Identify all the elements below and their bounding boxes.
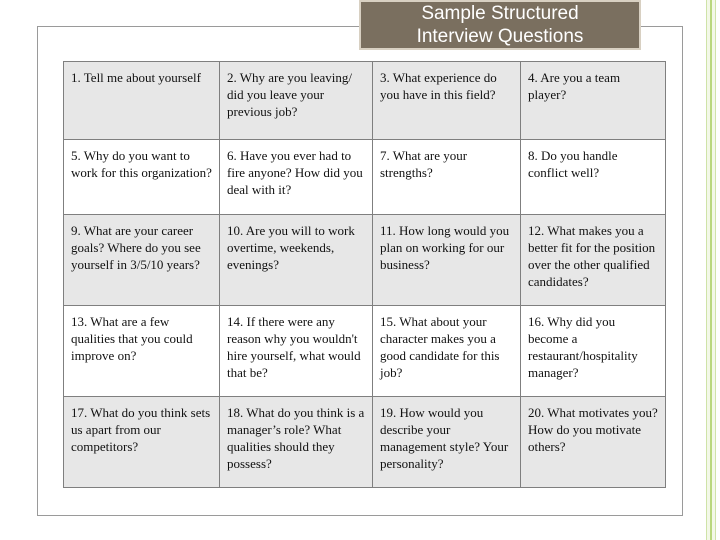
question-cell: 5. Why do you want to work for this organization? [64,140,220,215]
title-line-2: Interview Questions [416,26,584,47]
table-row [64,306,666,397]
question-cell: 18. What do you think is a manager’s role? What qualities should they possess? [220,397,373,488]
question-cell: 17. What do you think sets us apart from our competitors? [64,397,220,488]
table-row [64,215,666,306]
question-cell: 1. Tell me about yourself [64,62,220,140]
question-cell: 20. What motivates you? How do you motivate others? [521,397,666,488]
slide-title [359,0,641,50]
question-cell: 16. Why did you become a restaurant/hospitality manager? [521,306,666,397]
question-cell: 11. How long would you plan on working for our business? [373,215,521,306]
question-cell: 13. What are a few qualities that you could improve on? [64,306,220,397]
table-row [64,62,666,140]
question-cell: 10. Are you will to work overtime, weekends, evenings? [220,215,373,306]
question-cell: 9. What are your career goals? Where do you see yourself in 3/5/10 years? [64,215,220,306]
title-line-1: Sample Structured [421,3,579,24]
question-cell: 7. What are your strengths? [373,140,521,215]
question-cell: 3. What experience do you have in this field? [373,62,521,140]
question-cell: 8. Do you handle conflict well? [521,140,666,215]
decorative-side-stripe [706,0,716,540]
table-row [64,397,666,488]
question-cell: 14. If there were any reason why you wouldn't hire yourself, what would that be? [220,306,373,397]
question-cell: 19. How would you describe your management style? Your personality? [373,397,521,488]
question-cell: 12. What makes you a better fit for the position over the other qualified candidates? [521,215,666,306]
question-cell: 2. Why are you leaving/ did you leave your previous job? [220,62,373,140]
table-row [64,140,666,215]
questions-table [63,61,666,488]
question-cell: 6. Have you ever had to fire anyone? How did you deal with it? [220,140,373,215]
question-cell: 15. What about your character makes you a good candidate for this job? [373,306,521,397]
question-cell: 4. Are you a team player? [521,62,666,140]
